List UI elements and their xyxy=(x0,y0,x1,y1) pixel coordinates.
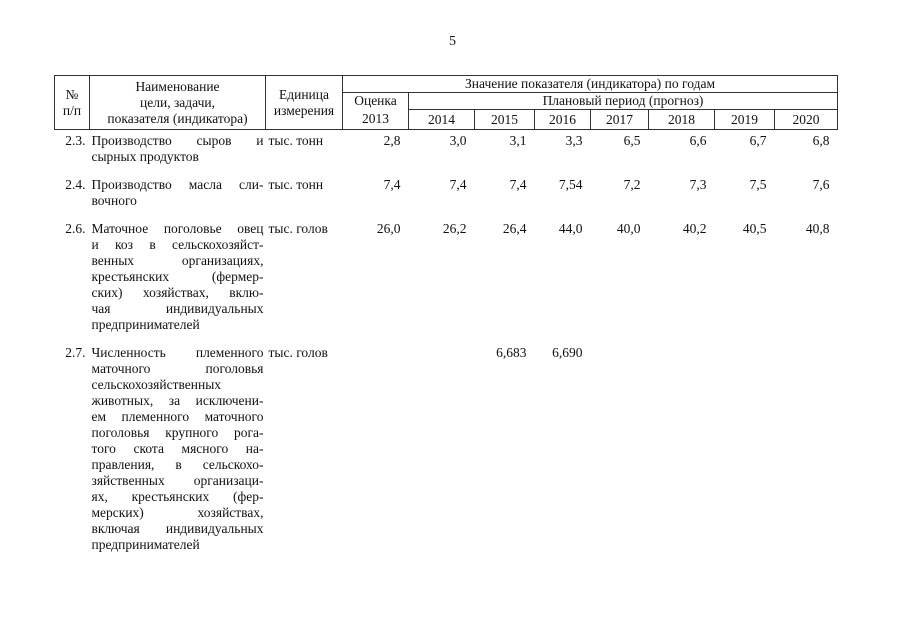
unit-cell: тыс. голов xyxy=(268,221,328,236)
indicator-name-line: крестьянских (фермер- xyxy=(91,269,264,284)
value-2015: 6,683 xyxy=(496,345,527,360)
value-2017: 7,2 xyxy=(623,177,641,192)
indicator-name-line: Маточное поголовье овец xyxy=(91,221,264,236)
value-2016: 7,54 xyxy=(558,177,583,192)
header-year-2015: 2015 xyxy=(475,110,535,130)
unit-cell: тыс. тонн xyxy=(268,133,324,148)
value-2019: 40,5 xyxy=(742,221,767,236)
indicators-table xyxy=(54,75,838,553)
value-2018: 6,6 xyxy=(689,133,707,148)
indicator-name xyxy=(90,165,266,209)
table-row xyxy=(55,333,838,553)
indicator-name-line: и коз в сельскохозяйст- xyxy=(91,237,264,252)
table-body xyxy=(55,130,838,554)
indicator-name-line: ях, крестьянских (фер- xyxy=(91,489,264,504)
header-plan-period: Плановый период (прогноз) xyxy=(409,93,838,110)
indicator-name xyxy=(90,209,266,333)
value-2017 xyxy=(591,333,649,553)
header-year-2013: 2013 xyxy=(343,110,409,130)
header-num: № п/п xyxy=(55,76,90,130)
row-number: 2.6. xyxy=(65,221,86,236)
value-2015: 26,4 xyxy=(502,221,527,236)
header-name: Наименование цели, задачи, показателя (индикатора) xyxy=(90,76,266,130)
indicator-name-line: вочного xyxy=(91,193,137,208)
page-number: 5 xyxy=(449,34,456,49)
value-2020: 40,8 xyxy=(805,221,830,236)
value-2014: 7,4 xyxy=(449,177,467,192)
indicator-name-line: ских) хозяйствах, вклю- xyxy=(91,285,264,300)
value-2016: 3,3 xyxy=(565,133,583,148)
value-2020: 7,6 xyxy=(812,177,830,192)
value-2019: 6,7 xyxy=(749,133,767,148)
value-2014 xyxy=(409,333,475,553)
header-year-2020: 2020 xyxy=(775,110,838,130)
indicator-name-line: сельскохозяйственных xyxy=(91,377,222,392)
indicator-name-line: Численность племенного xyxy=(91,345,264,360)
indicator-name-line: Производство масла сли- xyxy=(91,177,264,192)
indicator-name-line: правления, в сельскохо- xyxy=(91,457,264,472)
header-values: Значение показателя (индикатора) по годам xyxy=(343,76,838,93)
value-2013: 26,0 xyxy=(376,221,401,236)
table-row xyxy=(55,209,838,333)
value-2016: 44,0 xyxy=(558,221,583,236)
value-2018: 40,2 xyxy=(682,221,707,236)
value-2019: 7,5 xyxy=(749,177,767,192)
value-2013: 7,4 xyxy=(383,177,401,192)
table-row xyxy=(55,165,838,209)
value-2018 xyxy=(649,333,715,553)
value-2017: 40,0 xyxy=(616,221,641,236)
indicator-name-line: зяйственных организаци- xyxy=(91,473,264,488)
value-2016: 6,690 xyxy=(552,345,583,360)
indicator-name xyxy=(90,130,266,166)
header-year-2016: 2016 xyxy=(535,110,591,130)
unit-cell: тыс. голов xyxy=(268,345,328,360)
value-2020: 6,8 xyxy=(812,133,830,148)
value-2014: 3,0 xyxy=(449,133,467,148)
value-2014: 26,2 xyxy=(442,221,467,236)
indicator-name-line: того скота мясного на- xyxy=(91,441,264,456)
indicator-name-line: венных организациях, xyxy=(91,253,264,268)
indicator-name-line: животных, за исключени- xyxy=(91,393,264,408)
row-number: 2.3. xyxy=(65,133,86,148)
header-unit: Единица измерения xyxy=(266,76,343,130)
indicator-name-line: сырных продуктов xyxy=(91,149,199,164)
indicator-name-line: чая индивидуальных xyxy=(91,301,264,316)
value-2015: 7,4 xyxy=(509,177,527,192)
table-row xyxy=(55,130,838,166)
value-2013 xyxy=(343,333,409,553)
header-year-2014: 2014 xyxy=(409,110,475,130)
header-estimate: Оценка xyxy=(343,93,409,110)
value-2020 xyxy=(775,333,838,553)
indicator-name-line: Производство сыров и xyxy=(91,133,264,148)
value-2013: 2,8 xyxy=(383,133,401,148)
indicator-name-line: ем племенного маточного xyxy=(91,409,264,424)
indicator-name xyxy=(90,333,266,553)
table-header xyxy=(55,76,838,130)
indicator-name-line: мерских) хозяйствах, xyxy=(91,505,264,520)
header-year-2019: 2019 xyxy=(715,110,775,130)
value-2015: 3,1 xyxy=(509,133,527,148)
unit-cell: тыс. тонн xyxy=(268,177,324,192)
value-2019 xyxy=(715,333,775,553)
indicator-name-line: включая индивидуальных xyxy=(91,521,264,536)
indicator-name-line: поголовья крупного рога- xyxy=(91,425,264,440)
value-2017: 6,5 xyxy=(623,133,641,148)
header-year-2017: 2017 xyxy=(591,110,649,130)
header-year-2018: 2018 xyxy=(649,110,715,130)
row-number: 2.7. xyxy=(65,345,86,360)
indicator-name-line: предпринимателей xyxy=(91,317,200,332)
indicator-name-line: маточного поголовья xyxy=(91,361,264,376)
indicator-name-line: предпринимателей xyxy=(91,537,200,552)
row-number: 2.4. xyxy=(65,177,86,192)
value-2018: 7,3 xyxy=(689,177,707,192)
